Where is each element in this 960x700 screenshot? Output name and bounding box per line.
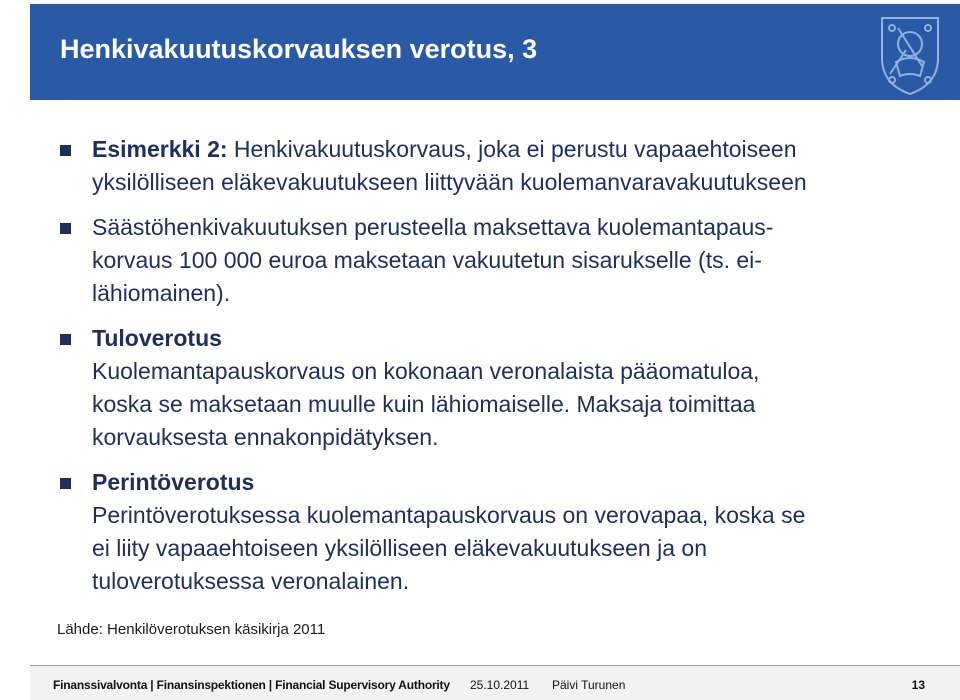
bullet-text: ei liity vapaaehtoiseen yksilölliseen eläkevakuutukseen ja on [92,535,707,561]
slide-title: Henkivakuutuskorvauksen verotus, 3 [60,34,538,64]
bullet-text: Kuolemantapauskorvaus on kokonaan veronalaista pääomatuloa, [92,358,760,384]
bullet-income-tax [60,322,940,454]
bullet-square-icon [60,223,71,234]
bullet-example [60,133,940,199]
footer [30,665,960,700]
source-note: Lähde: Henkilöverotuksen käsikirja 2011 [57,621,326,638]
bullet-text: Säästöhenkivakuutuksen perusteella maksettava kuolemantapaus- [92,214,774,240]
page-number: 13 [911,678,925,692]
finnish-lion-emblem-icon [862,4,958,100]
title-bar [30,4,960,100]
footer-organization: Finanssivalvonta | Finansinspektionen | Financial Supervisory Authority [53,678,450,692]
bullet-heading: Esimerkki 2: [92,136,228,162]
bullet-text: Henkivakuutuskorvaus, joka ei perustu vapaaehtoiseen [227,136,797,162]
bullet-square-icon [60,478,71,489]
bullet-inheritance-tax [60,466,940,598]
bullet-case [60,211,940,310]
bullet-text: koska se maksetaan muulle kuin lähiomaiselle. Maksaja toimittaa [92,391,756,417]
bullet-text: korvaus 100 000 euroa maksetaan vakuutetun sisarukselle (ts. ei- [92,247,762,273]
bullet-square-icon [60,145,71,156]
bullet-text: yksilölliseen eläkevakuutukseen liittyvään kuolemanvaravakuutukseen [92,169,807,195]
bullet-heading: Perintöverotus [92,469,255,495]
bullet-text: korvauksesta ennakonpidätyksen. [92,424,439,450]
bullet-text: lähiomainen). [92,280,231,306]
bullet-heading: Tuloverotus [92,325,222,351]
bullet-text: tuloverotuksessa veronalainen. [92,568,410,594]
footer-date: 25.10.2011 [470,678,530,692]
slide-content [60,133,940,610]
bullet-square-icon [60,334,71,345]
footer-author: Päivi Turunen [552,678,626,692]
bullet-text: Perintöverotuksessa kuolemantapauskorvaus on verovapaa, koska se [92,502,806,528]
